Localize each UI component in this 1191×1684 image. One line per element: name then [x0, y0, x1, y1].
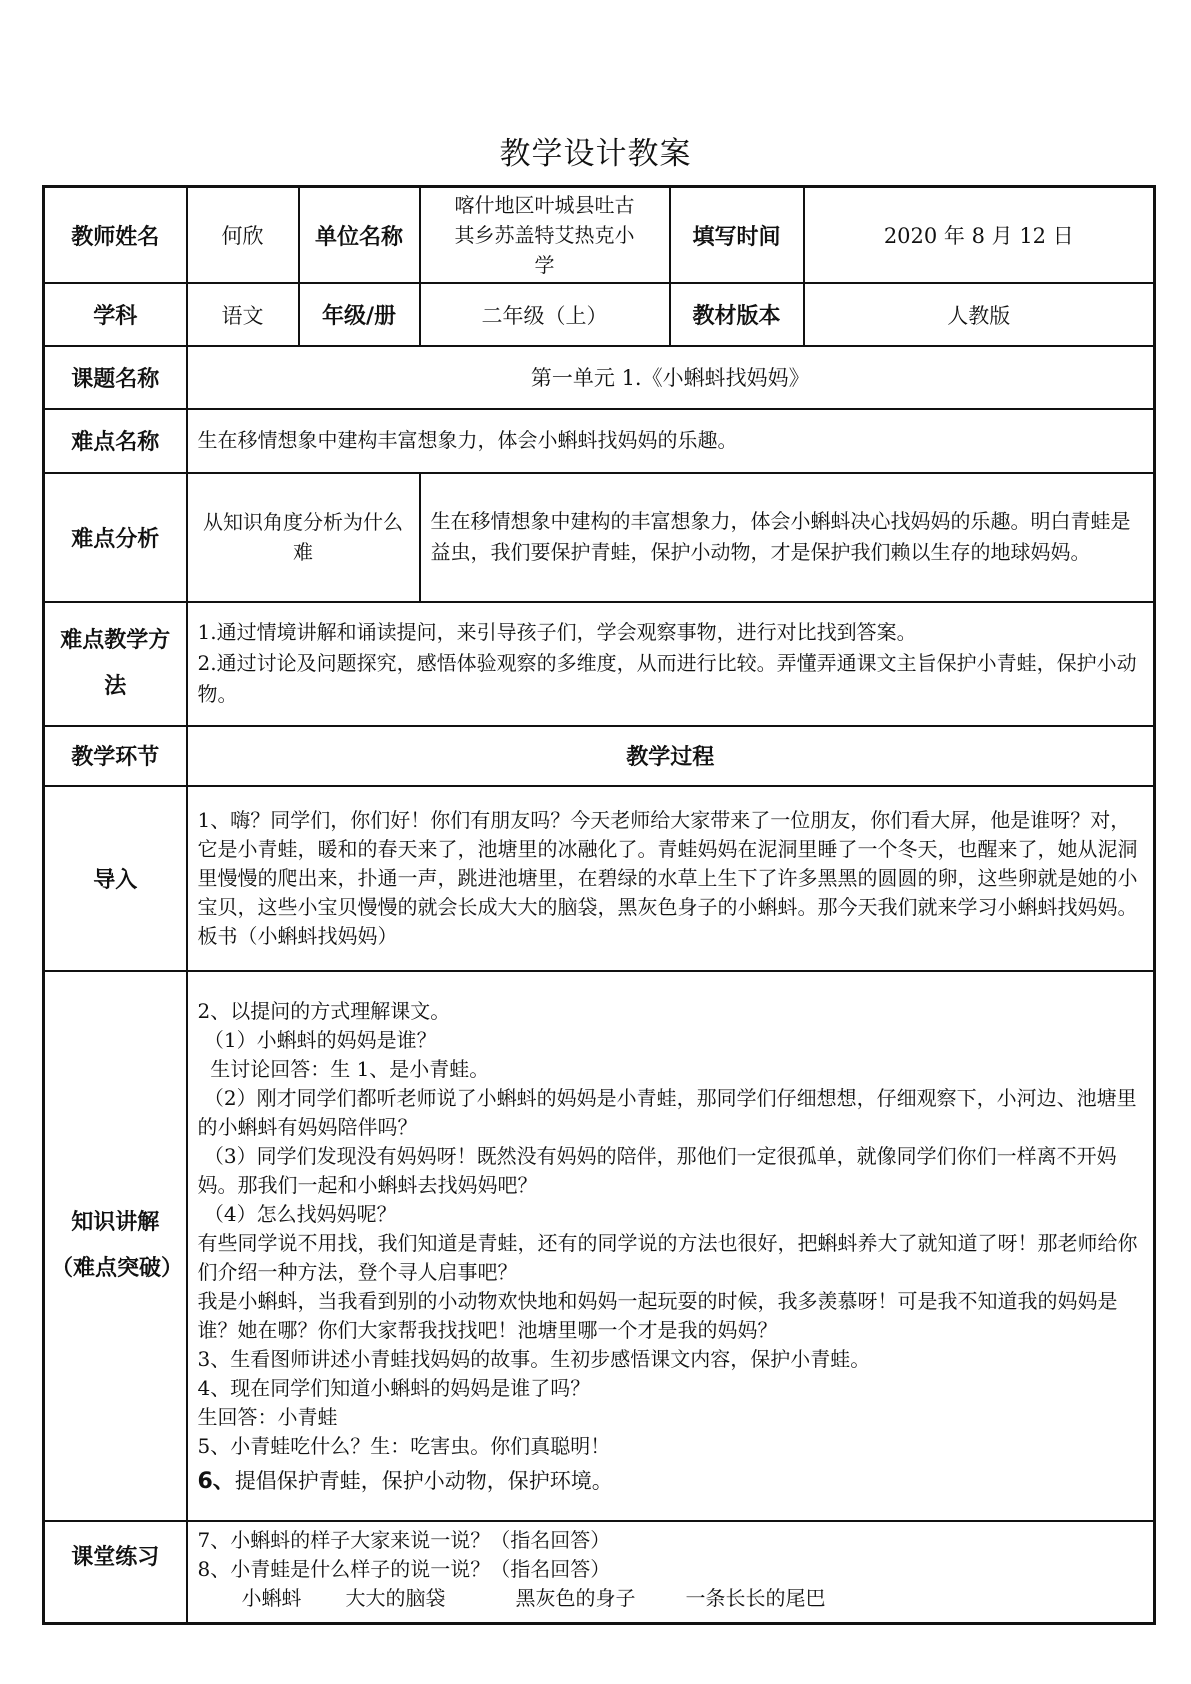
practice-line: 7、小蝌蚪的样子大家来说一说？（指名回答） [197, 1528, 611, 1553]
row-topic [44, 346, 1155, 409]
subject-label: 学科 [44, 283, 187, 346]
unit-label: 单位名称 [299, 187, 420, 284]
knowledge-content [187, 971, 1155, 1521]
row-analysis [44, 473, 1155, 603]
practice-label: 课堂练习 [44, 1521, 187, 1623]
analysis-value: 生在移情想象中建构的丰富想象力，体会小蝌蚪决心找妈妈的乐趣。明白青蛙是益虫，我们要保护青蛙，保护小动物，才是保护我们赖以生存的地球妈妈。 [420, 473, 1155, 603]
page-title: 教学设计教案 [499, 136, 692, 172]
topic-value: 第一单元 1.《小蝌蚪找妈妈》 [187, 346, 1155, 409]
difficulty-label: 难点名称 [44, 409, 187, 473]
intro-text: 1、嗨？同学们，你们好！你们有朋友吗？今天老师给大家带来了一位朋友，你们看大屏，他是谁呀？对，它是小青蛙，暖和的春天来了，池塘里的冰融化了。青蛙妈妈在泥洞里睡了一个冬天，也醒来了，她从泥洞里慢慢的爬出来，扑通一声，跳进池塘里，在碧绿的水草上生下了许多黑黑的圆圆的卵，这些卵就是她的小宝贝，这些小宝贝慢慢的就会长成大大的脑袋，黑灰色身子的小蝌蚪。那今天我们就来学习小蝌蚪找妈妈。板书（小蝌蚪找妈妈） [187, 786, 1155, 971]
subject-value: 语文 [187, 283, 299, 346]
knowledge-line-last [198, 1467, 1144, 1496]
teacher-value: 何欣 [187, 187, 299, 284]
row-process-header [44, 726, 1155, 787]
row-practice [44, 1521, 1155, 1623]
analysis-label: 难点分析 [44, 473, 187, 603]
difficulty-value: 生在移情想象中建构丰富想象力，体会小蝌蚪找妈妈的乐趣。 [187, 409, 1155, 473]
practice-line: 8、小青蛙是什么样子的说一说？（指名回答） [197, 1557, 611, 1582]
knowledge-line: 我是小蝌蚪，当我看到别的小动物欢快地和妈妈一起玩耍的时候，我多羡慕呀！可是我不知道我的妈妈是谁？她在哪？你们大家帮我找找吧！池塘里哪一个才是我的妈妈？ [197, 1288, 1118, 1342]
knowledge-line: 3、生看图师讲述小青蛙找妈妈的故事。生初步感悟课文内容，保护小青蛙。 [197, 1346, 871, 1371]
stage-label: 教学环节 [44, 726, 187, 787]
topic-label: 课题名称 [44, 346, 187, 409]
unit-value: 喀什地区叶城县吐古其乡苏盖特艾热克小学 [420, 187, 670, 284]
method-line: 1.通过情境讲解和诵读提问，来引导孩子们，学会观察事物，进行对比找到答案。 [197, 620, 917, 645]
method-line: 2.通过讨论及问题探究，感悟体验观察的多维度，从而进行比较。弄懂弄通课文主旨保护小青蛙，保护小动物。 [197, 651, 1137, 707]
grade-value: 二年级（上） [420, 283, 670, 346]
knowledge-line: 生回答：小青蛙 [197, 1404, 338, 1429]
row-teacher [44, 187, 1155, 284]
practice-words [198, 1584, 1144, 1613]
date-value: 2020 年 8 月 12 日 [804, 187, 1155, 284]
date-label: 填写时间 [670, 187, 804, 284]
analysis-sub-label: 从知识角度分析为什么难 [187, 473, 420, 603]
knowledge-last-text: 提倡保护青蛙，保护小动物，保护环境。 [234, 1468, 613, 1493]
row-intro [44, 786, 1155, 971]
grade-label: 年级/册 [299, 283, 420, 346]
edition-label: 教材版本 [670, 283, 804, 346]
knowledge-line: （2）刚才同学们都听老师说了小蝌蚪的妈妈是小青蛙，那同学们仔细想想，仔细观察下，小河边、池塘里的小蝌蚪有妈妈陪伴吗？ [197, 1085, 1137, 1139]
knowledge-line: 生讨论回答：生 1、是小青蛙。 [197, 1056, 490, 1081]
knowledge-line: 5、小青蛙吃什么？生：吃害虫。你们真聪明！ [197, 1433, 611, 1458]
row-subject [44, 283, 1155, 346]
teacher-label: 教师姓名 [44, 187, 187, 284]
knowledge-line: （1）小蝌蚪的妈妈是谁？ [197, 1027, 437, 1052]
knowledge-line: 4、现在同学们知道小蝌蚪的妈妈是谁了吗？ [197, 1375, 591, 1400]
knowledge-label: 知识讲解（难点突破） [44, 971, 187, 1521]
lesson-plan-table [42, 185, 1156, 1625]
row-difficulty [44, 409, 1155, 473]
process-label: 教学过程 [187, 726, 1155, 787]
knowledge-last-number: 6、 [197, 1468, 235, 1494]
practice-word: 小蝌蚪 [241, 1586, 302, 1611]
practice-content [187, 1521, 1155, 1623]
edition-value: 人教版 [804, 283, 1155, 346]
knowledge-line: 2、以提问的方式理解课文。 [197, 998, 451, 1023]
row-knowledge [44, 971, 1155, 1521]
practice-word: 黑灰色的身子 [515, 1586, 636, 1611]
knowledge-line: 有些同学说不用找，我们知道是青蛙，还有的同学说的方法也很好，把蝌蚪养大了就知道了呀！那老师给你们介绍一种方法，登个寻人启事吧？ [197, 1230, 1138, 1284]
practice-word: 大大的脑袋 [345, 1586, 446, 1611]
row-method [44, 602, 1155, 725]
method-label: 难点教学方法 [44, 602, 187, 725]
knowledge-line: （4）怎么找妈妈呢？ [197, 1201, 397, 1226]
knowledge-line: （3）同学们发现没有妈妈呀！既然没有妈妈的陪伴，那他们一定很孤单，就像同学们你们一样离不开妈妈。那我们一起和小蝌蚪去找妈妈吧？ [197, 1143, 1117, 1197]
intro-label: 导入 [44, 786, 187, 971]
practice-word: 一条长长的尾巴 [685, 1586, 826, 1611]
method-content [187, 602, 1155, 725]
